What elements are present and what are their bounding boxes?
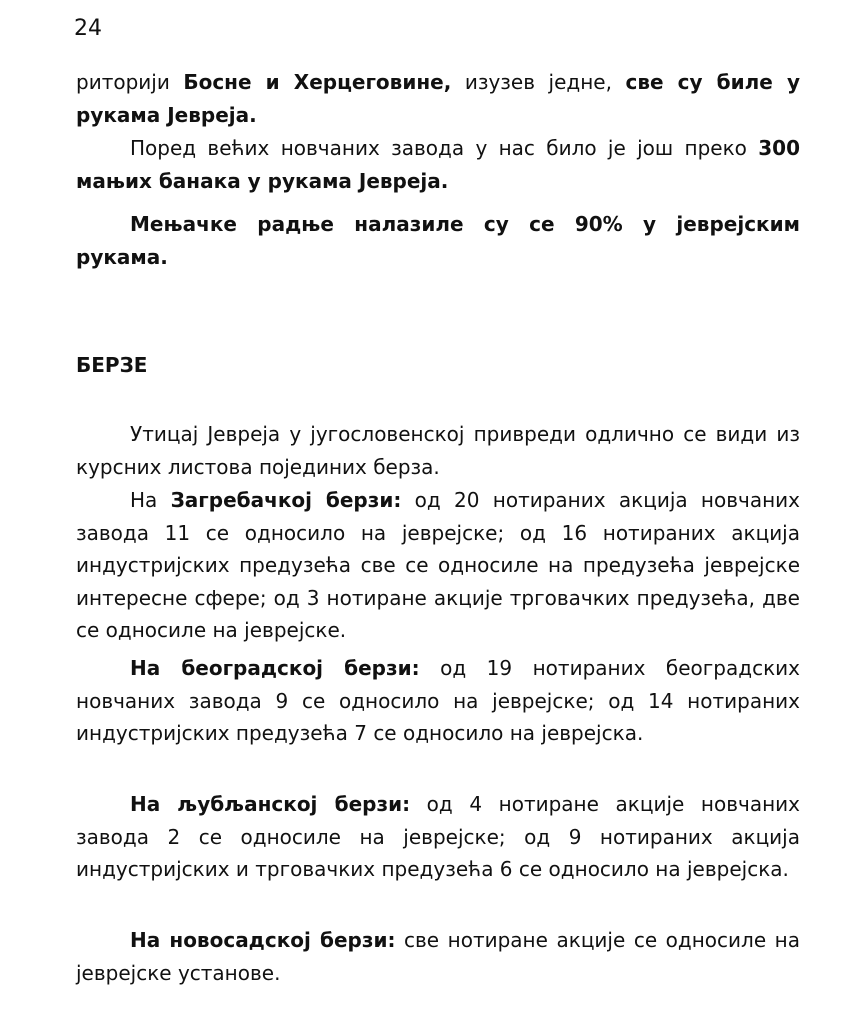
text-run: изузев једне,	[451, 70, 626, 94]
text-run: од 19 нотираних београдских новчаних завода 9 се односило на јеврејске; од 14 нотираних индустријских предузећа 7 се односило на јеврејска.	[76, 656, 800, 745]
intro-paragraph-2	[76, 132, 800, 197]
text-run: Утицај Јевреја у југословенској привреди одлично се види из курсних листова појединих берза.	[76, 422, 800, 479]
bold-run: 300 мањих банака у рукама Јевреја.	[76, 136, 800, 193]
text-run: од 4 нотиране акције новчаних завода 2 се односиле на јеврејске; од 9 нотираних акција индустријских и трговачких предузећа 6 се односило на јеврејска.	[76, 792, 800, 881]
intro-paragraph-1	[76, 66, 800, 131]
text-run: риторији	[76, 70, 184, 94]
intro-paragraph-3	[76, 208, 800, 273]
bold-run: На љубљанској берзи:	[130, 792, 411, 816]
text-run: На	[130, 488, 171, 512]
bold-run: Загребачкој берзи:	[170, 488, 402, 512]
body-paragraph-1	[76, 418, 800, 483]
text-run: од 20 нотираних акција новчаних завода 11 се односило на јеврејске; од 16 нотираних акција индустријских предузећа све се односиле на предузећа јеврејске интересне сфере; од 3 нотиране акције трговачких предузећа, две се односиле на јеврејске.	[76, 488, 801, 642]
bold-run: На новосадској берзи:	[130, 928, 396, 952]
bold-run: На београдској берзи:	[130, 656, 420, 680]
bold-run: Босне и Херцеговине,	[183, 70, 452, 94]
bold-run: све су биле у рукама Јевреја.	[76, 70, 800, 127]
text-run: Поред већих новчаних завода у нас било је још преко	[130, 136, 759, 160]
section-heading: БЕРЗЕ	[76, 353, 148, 377]
body-paragraph-4	[76, 788, 800, 886]
bold-run: Мењачке радње налазиле су се 90% у јеврејским рукама.	[76, 212, 800, 269]
body-paragraph-3	[76, 652, 800, 750]
page-number: 24	[74, 16, 102, 41]
text-run: све нотиране акције се односиле на јеврејске установе.	[76, 928, 800, 985]
body-paragraph-5	[76, 924, 800, 989]
body-paragraph-2	[76, 484, 800, 647]
